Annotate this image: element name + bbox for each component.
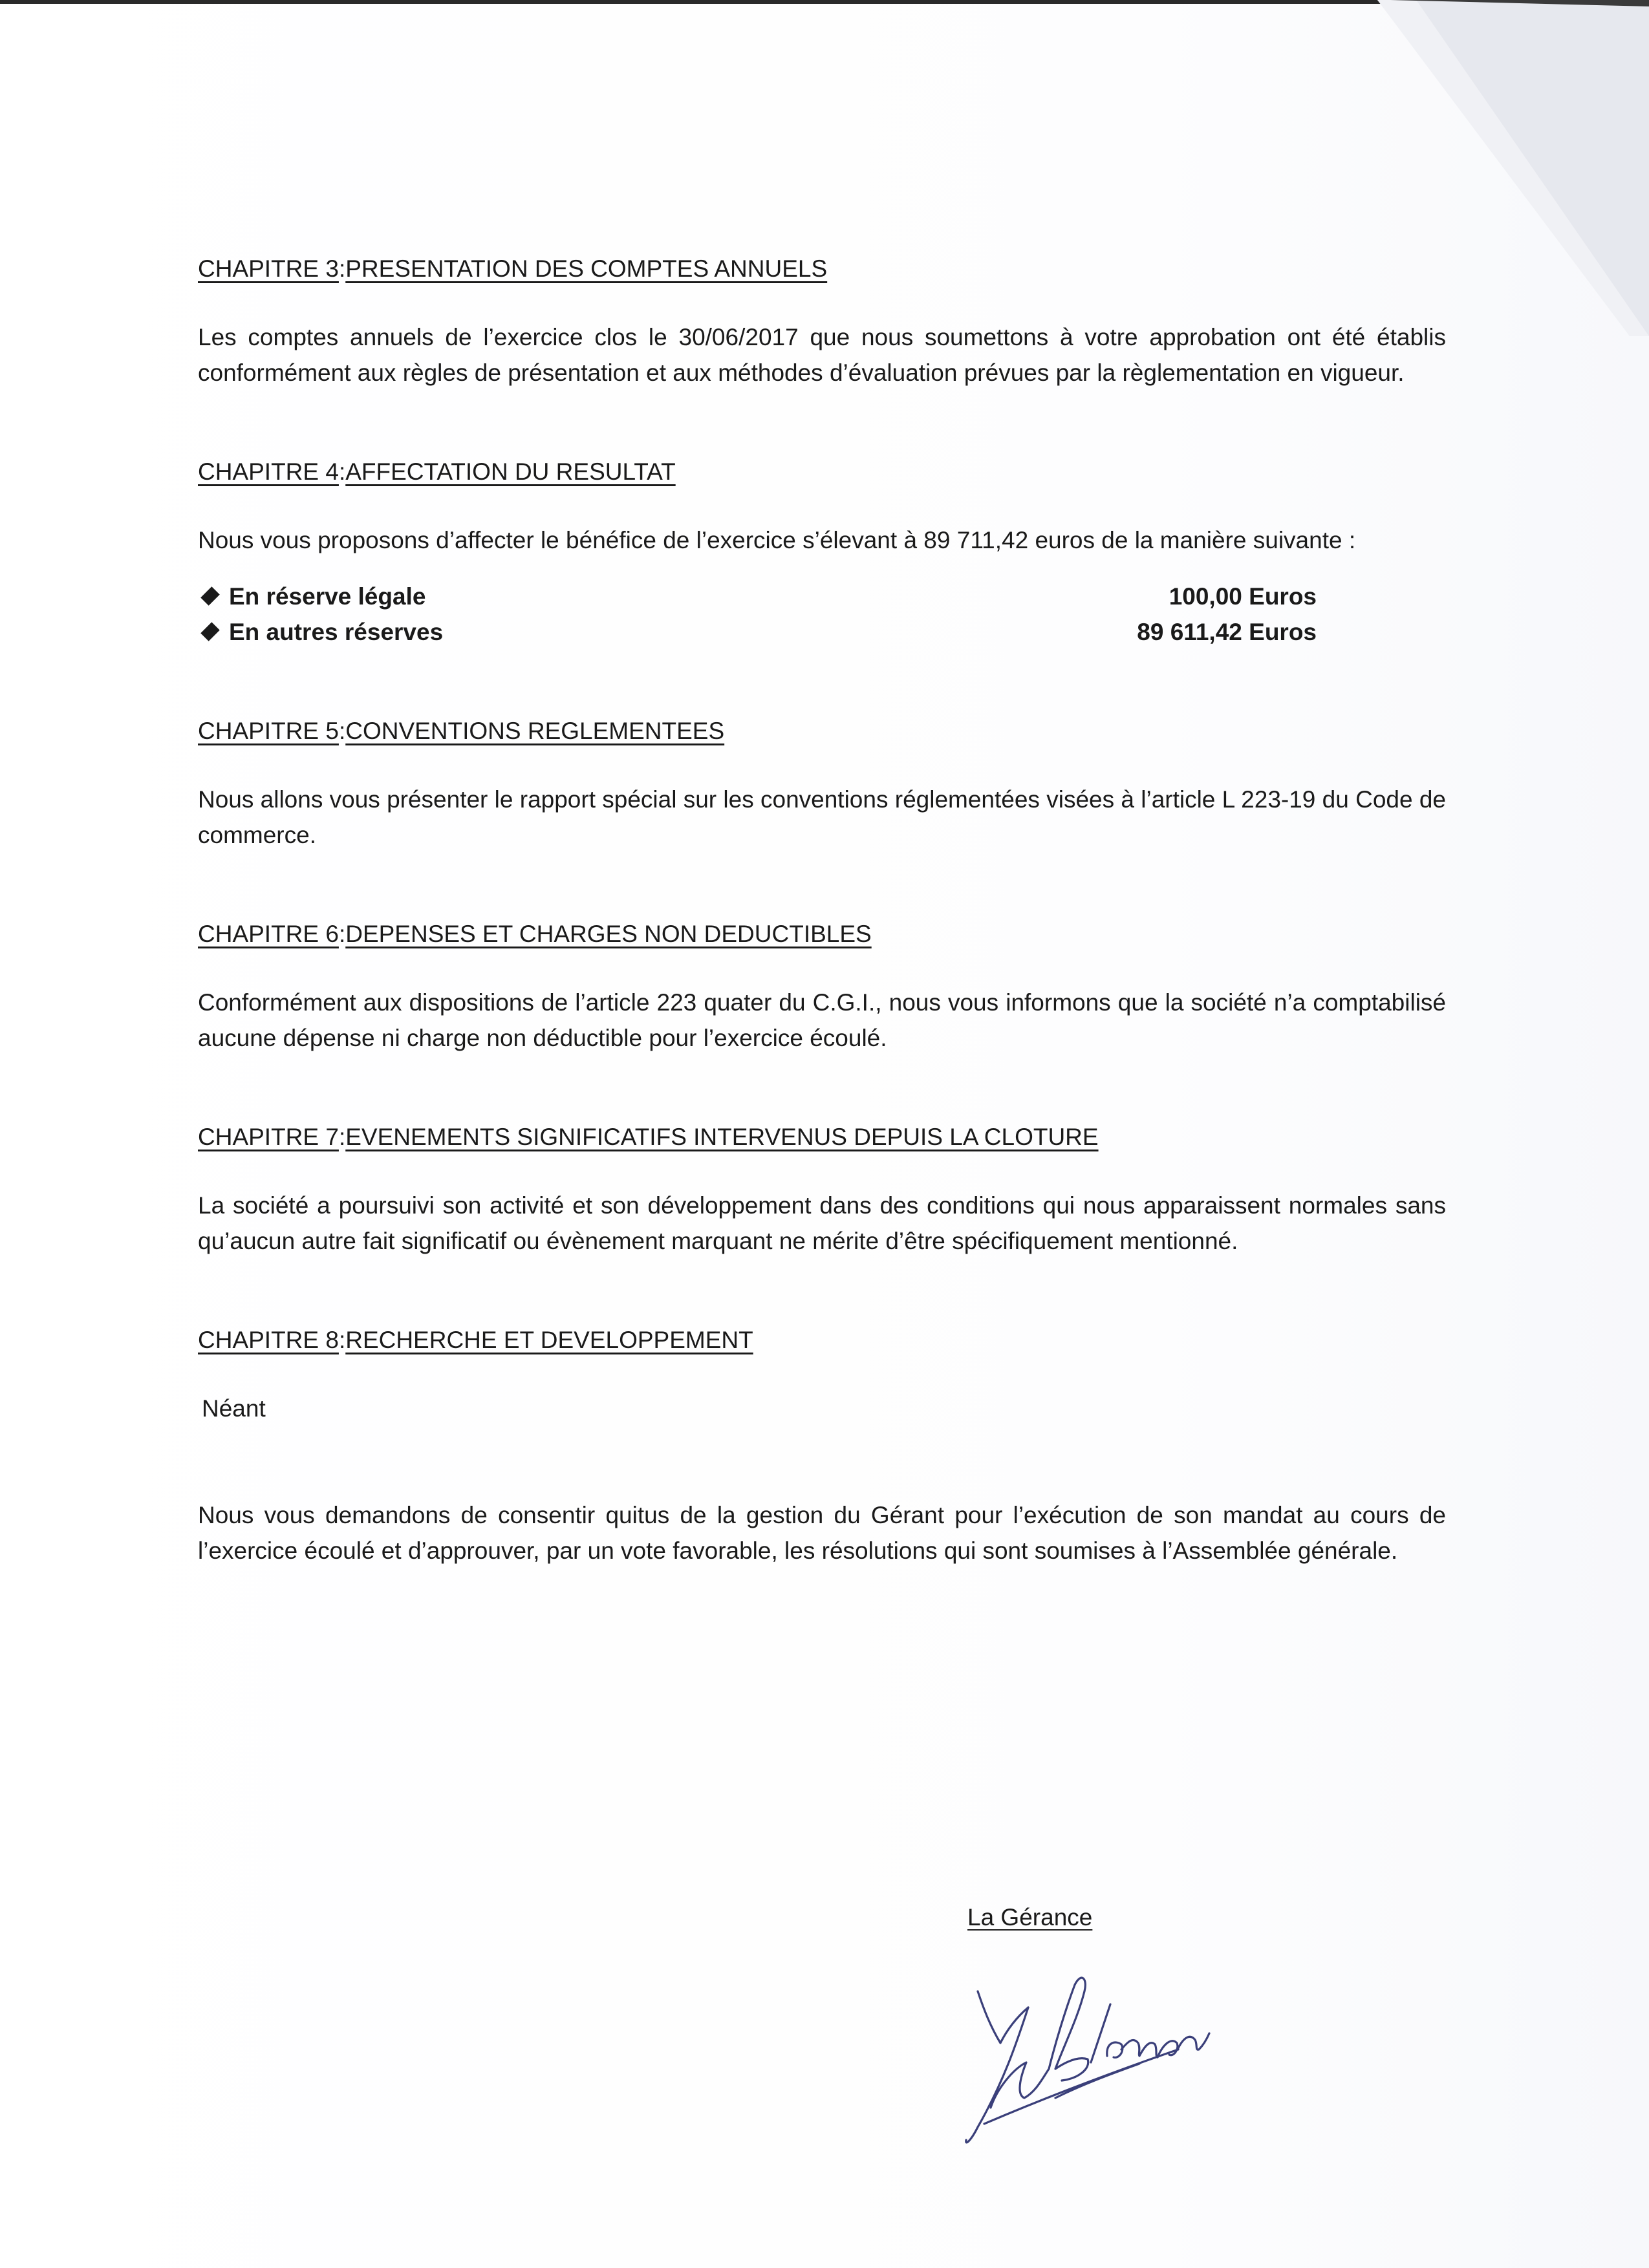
closing-paragraph: Nous vous demandons de consentir quitus de la gestion du Gérant pour l’exécution de son mandat au cours de l’exercice écoulé et d’approuver, par un vote favorable, les résolutions qui sont soumises à l’Assemblée générale. [198,1502,1446,1564]
signature-title: La Gérance [967,1904,1093,1931]
scan-top-edge [0,0,1423,4]
chapter-body: La société a poursuivi son activité et son développement dans des conditions qui nous apparaissent normales sans qu’aucun autre fait significatif ou évènement marquant ne mérite d’être spécifiquement mentionné. [198,1192,1446,1254]
chapter-body: Nous allons vous présenter le rapport spécial sur les conventions réglementées visées à l’article L 223-19 du Code de commerce. [198,786,1446,848]
handwritten-signature [952,1965,1211,2153]
diamond-bullet-icon [200,586,220,606]
allocation-amount: 100,00 Euros [1169,583,1317,610]
chapter-heading: CHAPITRE 7:EVENEMENTS SIGNIFICATIFS INTERVENUS DEPUIS LA CLOTURE [198,1124,1099,1150]
allocation-list [198,579,1446,650]
chapter-body: Néant [202,1395,266,1422]
chapter-body: Nous vous proposons d’affecter le bénéfice de l’exercice s’élevant à 89 711,42 euros de la manière suivante : [198,527,1356,553]
chapter-heading: CHAPITRE 8:RECHERCHE ET DEVELOPPEMENT [198,1327,753,1353]
signature-block [964,1901,1261,1934]
chapter-heading: CHAPITRE 5:CONVENTIONS REGLEMENTEES [198,718,725,744]
allocation-row [198,614,1446,650]
chapter-heading: CHAPITRE 3:PRESENTATION DES COMPTES ANNUELS [198,255,828,282]
chapter-heading: CHAPITRE 6:DEPENSES ET CHARGES NON DEDUCTIBLES [198,921,872,947]
diamond-bullet-icon [200,622,220,641]
allocation-row [198,579,1446,614]
allocation-label: En réserve légale [229,583,426,610]
chapter-body: Conformément aux dispositions de l’article 223 quater du C.G.I., nous vous informons que la société n’a comptabilisé aucune dépense ni charge non déductible pour l’exercice écoulé. [198,989,1446,1051]
document-body [198,252,1446,1568]
allocation-label: En autres réserves [229,619,444,645]
allocation-amount: 89 611,42 Euros [1137,619,1317,645]
chapter-heading: CHAPITRE 4:AFFECTATION DU RESULTAT [198,458,676,485]
chapter-3 [198,252,1446,286]
chapter-body: Les comptes annuels de l’exercice clos le 30/06/2017 que nous soumettons à votre approbation ont été établis conformément aux règles de présentation et aux méthodes d’évaluation prévues par la règlementation en vigueur. [198,324,1446,386]
